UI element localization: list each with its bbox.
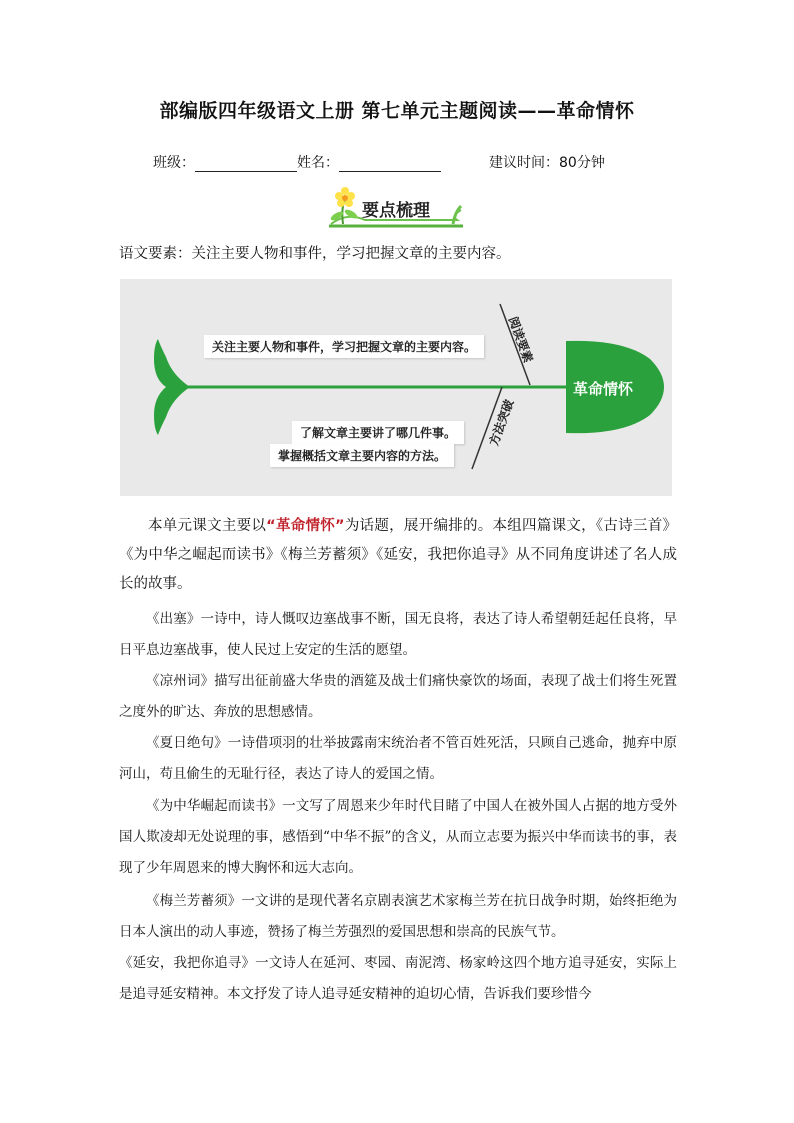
diagram-label-3: 掌握概括文章主要内容的方法。 [270,444,454,467]
page-title: 部编版四年级语文上册 第七单元主题阅读——革命情怀 [159,100,635,122]
elements-line: 语文要素：关注主要人物和事件，学习把握文章的主要内容。 [119,246,511,262]
paragraph-xiarijueju: 《夏日绝句》一诗借项羽的壮举披露南宋统治者不管百姓死活，只顾自己逃命，抛弃中原河山，苟且偷生的无耻行径，表达了诗人的爱国之情。 [119,735,677,782]
fishbone-diagram [120,279,672,496]
name-blank[interactable] [339,153,441,172]
paragraph-meilanfang: 《梅兰芳蓄须》一文讲的是现代著名京剧表演艺术家梅兰芳在抗日战争时期，始终拒绝为日本人演出的动人事迹，赞扬了梅兰芳强烈的爱国思想和崇高的民族气节。 [119,893,677,940]
head-label: 革命情怀 [573,380,634,398]
intro-before: 本单元课文主要以 [148,518,267,534]
paragraph-zhonghua: 《为中华崛起而读书》一文写了周恩来少年时代目睹了中国人在被外国人占据的地方受外国人欺凌却无处说理的事，感悟到“中华不振”的含义，从而立志要为振兴中华而读书的事，表现了少年周恩来的博大胸怀和远大志向。 [119,798,677,876]
class-blank[interactable] [195,153,297,172]
paragraph-liangzhouci: 《凉州词》描写出征前盛大华贵的酒筵及战士们痛快豪饮的场面，表现了战士们将生死置之度外的旷达、奔放的思想感情。 [119,673,677,720]
fish-tail [154,339,190,435]
info-row [153,148,713,172]
diagram-label-1: 关注主要人物和事件，学习把握文章的主要内容。 [204,335,484,358]
time-label: 建议时间：80分钟 [489,155,605,171]
diagram-label-2: 了解文章主要讲了哪几件事。 [292,421,464,444]
name-label: 姓名： [297,155,339,171]
intro-highlight: “革命情怀” [266,518,345,534]
intro-after: 为话题，展开编排的。本组四篇课文，《古诗三首》《为中华之崛起而读书》《梅兰芳蓄须》《延安，我把你追寻》从不同角度讲述了名人成长的故事。 [119,518,677,592]
paragraph-chusai: 《出塞》一诗中，诗人慨叹边塞战事不断，国无良将，表达了诗人希望朝廷起任良将，早日平息边塞战事，使人民过上安定的生活的愿望。 [119,611,677,658]
intro-paragraph [119,512,677,599]
top-branch-label: 阅读要素 [505,314,536,365]
bottom-branch-label: 方法突破 [486,397,517,448]
badge-text: 要点梳理 [362,201,430,221]
class-label: 班级： [153,155,195,171]
paragraph-yanan: 《延安，我把你追寻》一文诗人在延河、枣园、南泥湾、杨家岭这四个地方追寻延安，实际上是追寻延安精神。本文抒发了诗人追寻延安精神的迫切心情，告诉我们要珍惜今 [119,955,677,1002]
